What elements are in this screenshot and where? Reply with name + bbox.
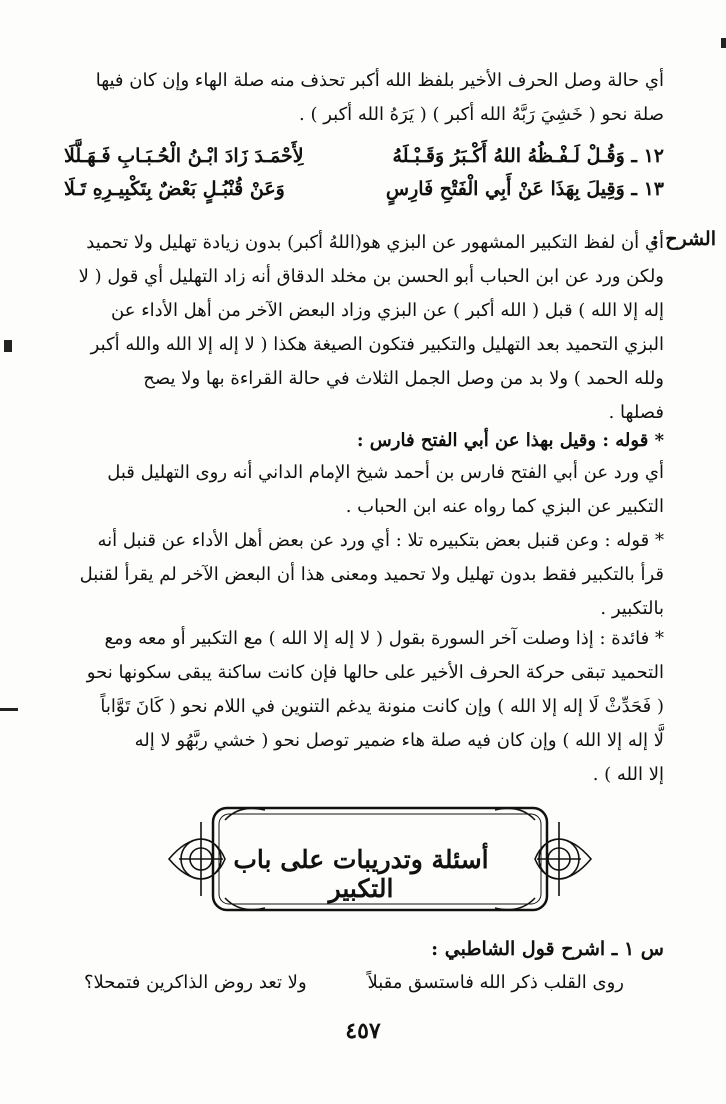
poem-verse-12 — [64, 145, 664, 175]
poem-hemistich-left: لِأَحْمَـدَ زَادَ ابْـنُ الْحُـبَـابِ فَـهَـلَّلَا — [64, 145, 304, 167]
sharh-line: إله إلا الله ) قبل ( الله أكبر ) عن البزي وزاد البعض الآخر من أهل الأداء عن — [111, 300, 664, 321]
item1-line: أي ورد عن أبي الفتح فارس بن أحمد شيخ الإمام الداني أنه روى التهليل قبل — [107, 462, 664, 483]
intro-line-1: أي حالة وصل الحرف الأخير بلفظ الله أكبر تحذف منه صلة الهاء وإن كان فيها — [95, 70, 664, 91]
item3-line: لَّا إله إلا الله ) وإن كان فيه صلة هاء ضمير توصل نحو ( خشي ربَّهُو لا إله — [134, 730, 664, 751]
item1-line: التكبير عن البزي كما رواه عنه ابن الحباب . — [345, 496, 664, 517]
item3-line: التحميد تبقى حركة الحرف الأخير على حالها فإن كانت ساكنة يبقى سكونها نحو — [86, 662, 664, 683]
exercise-section-title: أسئلة وتدريبات على باب التكبير — [233, 845, 489, 903]
question-1: س ١ ـ اشرح قول الشاطبي : — [431, 938, 664, 960]
sharh-heading: الشرح : — [651, 228, 716, 250]
intro-line-2: صلة نحو ( خَشِيَ رَبَّهُ الله أكبر ) ( يَرَهُ الله أكبر ) . — [299, 104, 664, 125]
poem-hemistich-right: ١٣ ـ وَقِيلَ بِهَذَا عَنْ أَبِي الْفَتْحِ فَارِسٍ — [385, 178, 664, 200]
item3-line: إلا الله ) . — [592, 764, 664, 785]
item3-line: * فائدة : إذا وصلت آخر السورة بقول ( لا إله إلا الله ) مع التكبير أو معه ومع — [104, 628, 664, 649]
scan-margin-mark — [0, 708, 18, 711]
sharh-line: البزي التحميد بعد التهليل والتكبير فتكون الصيغة هكذا ( لا إله إلا الله والله أكبر — [90, 334, 664, 355]
sharh-line: ولكن ورد عن ابن الحباب أبو الحسن بن مخلد الدقاق أنه زاد التهليل أي قول ( لا — [78, 266, 664, 287]
scan-margin-mark — [721, 38, 726, 48]
item2-line: * قوله : وعن قنبل بعض بتكبيره تلا : أي ورد عن بعض أهل الأداء عن قنبل أنه — [97, 530, 664, 551]
poem-hemistich-right: ١٢ ـ وَقُـلْ لَـفْـظُهُ اللهُ أَكْـبَرُ وَقَـبْـلَهُ — [392, 145, 664, 167]
item3-line: ( فَحَدِّثْ لَا إله إلا الله ) وإن كانت منونة يدغم التنوين في اللام نحو ( كَانَ تَوَّاباً — [100, 696, 664, 717]
question-verse — [64, 972, 664, 1002]
poem-verse-13 — [64, 178, 664, 208]
sharh-line: فصلها . — [608, 402, 664, 423]
sharh-line: أي أن لفظ التكبير المشهور عن البزي هو(اللهُ أكبر) بدون زيادة تهليل ولا تحميد — [86, 232, 664, 253]
verse-hemistich-left: ولا تعد روض الذاكرين فتمحلا؟ — [84, 972, 307, 993]
item2-line: بالتكبير . — [600, 598, 664, 619]
item2-line: قرأ بالتكبير فقط بدون تهليل ولا تحميد ومعنى هذا أن البعض الآخر لم يقرأ لقنبل — [79, 564, 664, 585]
page-number: ٤٥٧ — [345, 1018, 381, 1044]
item1-heading: * قوله : وقيل بهذا عن أبي الفتح فارس : — [356, 430, 664, 451]
scan-margin-mark — [4, 340, 12, 352]
poem-hemistich-left: وَعَنْ قُنْبُـلٍ بَعْضٌ بِتَكْبِيـرِهِ تَـلَا — [64, 178, 285, 200]
sharh-line: ولله الحمد ) ولا بد من وصل الجمل الثلاث في حالة القراءة بها ولا يصح — [143, 368, 664, 389]
verse-hemistich-right: روى القلب ذكر الله فاستسق مقبلاً — [367, 972, 624, 993]
